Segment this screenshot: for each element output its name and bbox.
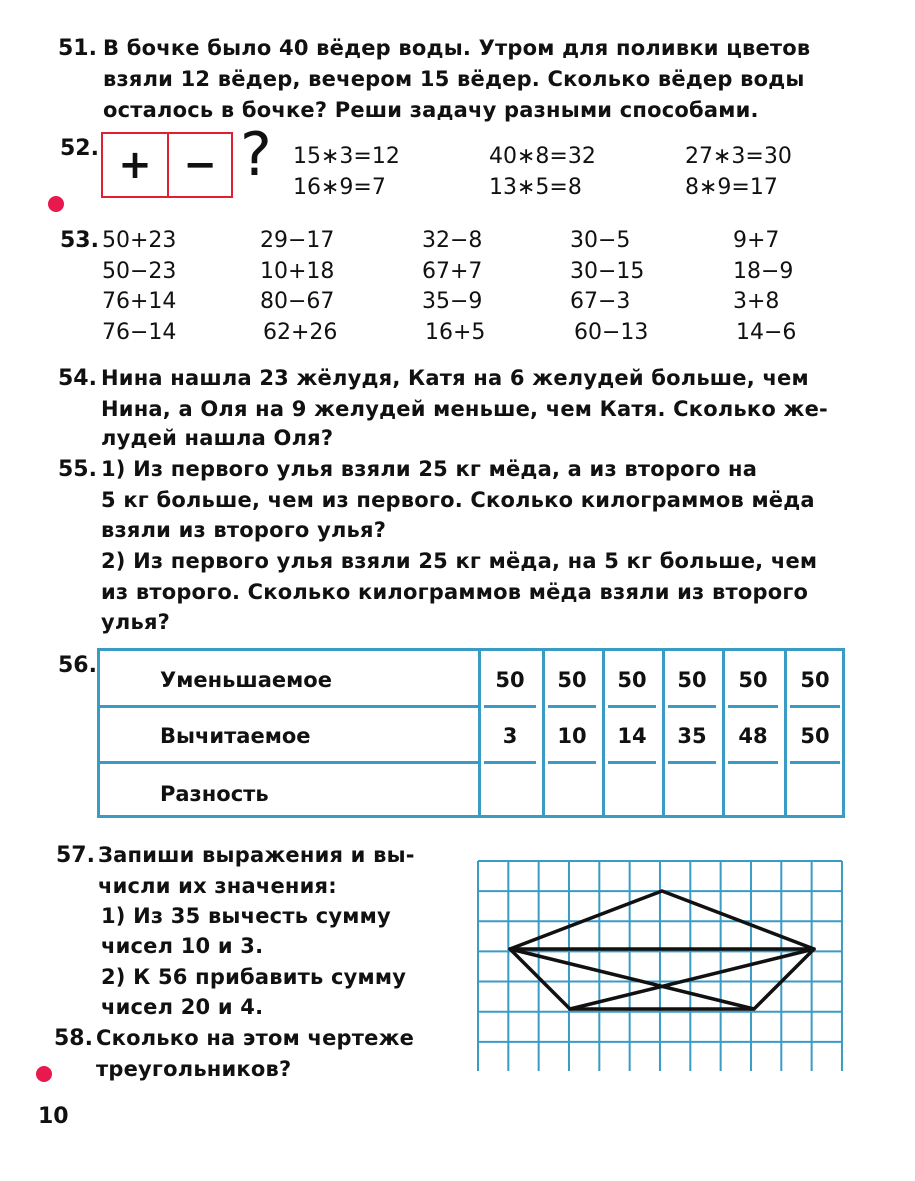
expression: 35−9	[422, 289, 483, 314]
expression: 80−67	[260, 289, 335, 314]
expression: 76−14	[102, 320, 177, 345]
equation: 13∗5=8	[489, 175, 582, 200]
expression: 60−13	[574, 320, 649, 345]
expression: 3+8	[733, 289, 780, 314]
ex54-line-2: Нина, а Оля на 9 желудей меньше, чем Катя. Сколько же-	[101, 397, 828, 421]
equation: 27∗3=30	[685, 144, 792, 169]
ex58-line-2: треугольников?	[96, 1057, 292, 1081]
ex57-line-4: чисел 10 и 3.	[101, 934, 264, 958]
minus-sign: −	[183, 142, 217, 188]
table-cell: 50	[800, 668, 830, 692]
row-label-subtrahend: Вычитаемое	[160, 724, 311, 748]
expression: 50−23	[102, 259, 177, 284]
ex55-line-5: из второго. Сколько килограммов мёда взяли из второго	[101, 580, 809, 604]
table-cell: 50	[677, 668, 707, 692]
ex56-number: 56.	[58, 653, 97, 678]
question-mark: ?	[240, 120, 272, 190]
expression: 18−9	[733, 259, 794, 284]
expression: 76+14	[102, 289, 177, 314]
table-cell: 50	[557, 668, 587, 692]
table-cell: 35	[677, 724, 707, 748]
expression: 30−15	[570, 259, 645, 284]
ex52-number: 52.	[60, 136, 99, 161]
ex55-line-6: улья?	[101, 610, 171, 634]
expression: 14−6	[736, 320, 797, 345]
table-cell: 50	[617, 668, 647, 692]
ex55-line-2: 5 кг больше, чем из первого. Сколько килограммов мёда	[101, 488, 815, 512]
table-cell: 3	[502, 724, 518, 748]
table-cell: 14	[617, 724, 647, 748]
table-cell: 50	[738, 668, 768, 692]
expression: 32−8	[422, 228, 483, 253]
expression: 10+18	[260, 259, 335, 284]
operator-box	[101, 132, 233, 198]
triangles-grid-drawing	[476, 859, 848, 1071]
row-label-difference: Разность	[160, 782, 269, 806]
ex57-number: 57.	[56, 843, 95, 868]
ex54-number: 54.	[58, 366, 97, 391]
expression: 30−5	[570, 228, 631, 253]
ex54-line-1: Нина нашла 23 жёлудя, Катя на 6 желудей больше, чем	[101, 366, 809, 390]
ex55-line-4: 2) Из первого улья взяли 25 кг мёда, на 5 кг больше, чем	[101, 549, 818, 573]
red-dot-marker	[48, 196, 64, 212]
page-number: 10	[38, 1104, 69, 1129]
expression: 62+26	[263, 320, 338, 345]
red-dot-marker	[36, 1066, 52, 1082]
expression: 67+7	[422, 259, 483, 284]
row-label-minuend: Уменьшаемое	[160, 668, 332, 692]
expression: 67−3	[570, 289, 631, 314]
ex53-number: 53.	[60, 228, 99, 253]
table-cell: 10	[557, 724, 587, 748]
equation: 16∗9=7	[293, 175, 386, 200]
ex55-number: 55.	[58, 457, 97, 482]
ex55-line-1: 1) Из первого улья взяли 25 кг мёда, а из второго на	[101, 457, 758, 481]
ex55-line-3: взяли из второго улья?	[101, 518, 387, 542]
ex51-line-1: В бочке было 40 вёдер воды. Утром для поливки цветов	[103, 36, 811, 60]
expression: 50+23	[102, 228, 177, 253]
expression: 9+7	[733, 228, 780, 253]
ex57-line-5: 2) К 56 прибавить сумму	[101, 965, 407, 989]
table-cell: 50	[495, 668, 525, 692]
diagonal-left-to-right	[510, 949, 754, 1009]
ex57-line-2: числи их значения:	[98, 874, 337, 898]
table-cell: 50	[800, 724, 830, 748]
subtraction-table	[97, 648, 845, 818]
ex57-line-6: чисел 20 и 4.	[101, 995, 264, 1019]
equation: 8∗9=17	[685, 175, 778, 200]
ex58-number: 58.	[54, 1026, 93, 1051]
expression: 29−17	[260, 228, 335, 253]
ex51-line-3: осталось в бочке? Реши задачу разными способами.	[103, 98, 759, 122]
ex54-line-3: лудей нашла Оля?	[101, 426, 334, 450]
ex57-line-1: Запиши выражения и вы-	[98, 843, 415, 867]
ex57-line-3: 1) Из 35 вычесть сумму	[101, 904, 391, 928]
equation: 40∗8=32	[489, 144, 596, 169]
ex51-number: 51.	[58, 36, 97, 61]
ex58-line-1: Сколько на этом чертеже	[96, 1026, 415, 1050]
plus-sign: +	[103, 134, 169, 196]
equation: 15∗3=12	[293, 144, 400, 169]
diagonal-right-to-left	[570, 949, 814, 1009]
expression: 16+5	[425, 320, 486, 345]
table-cell: 48	[738, 724, 768, 748]
ex51-line-2: взяли 12 вёдер, вечером 15 вёдер. Сколько вёдер воды	[103, 67, 805, 91]
